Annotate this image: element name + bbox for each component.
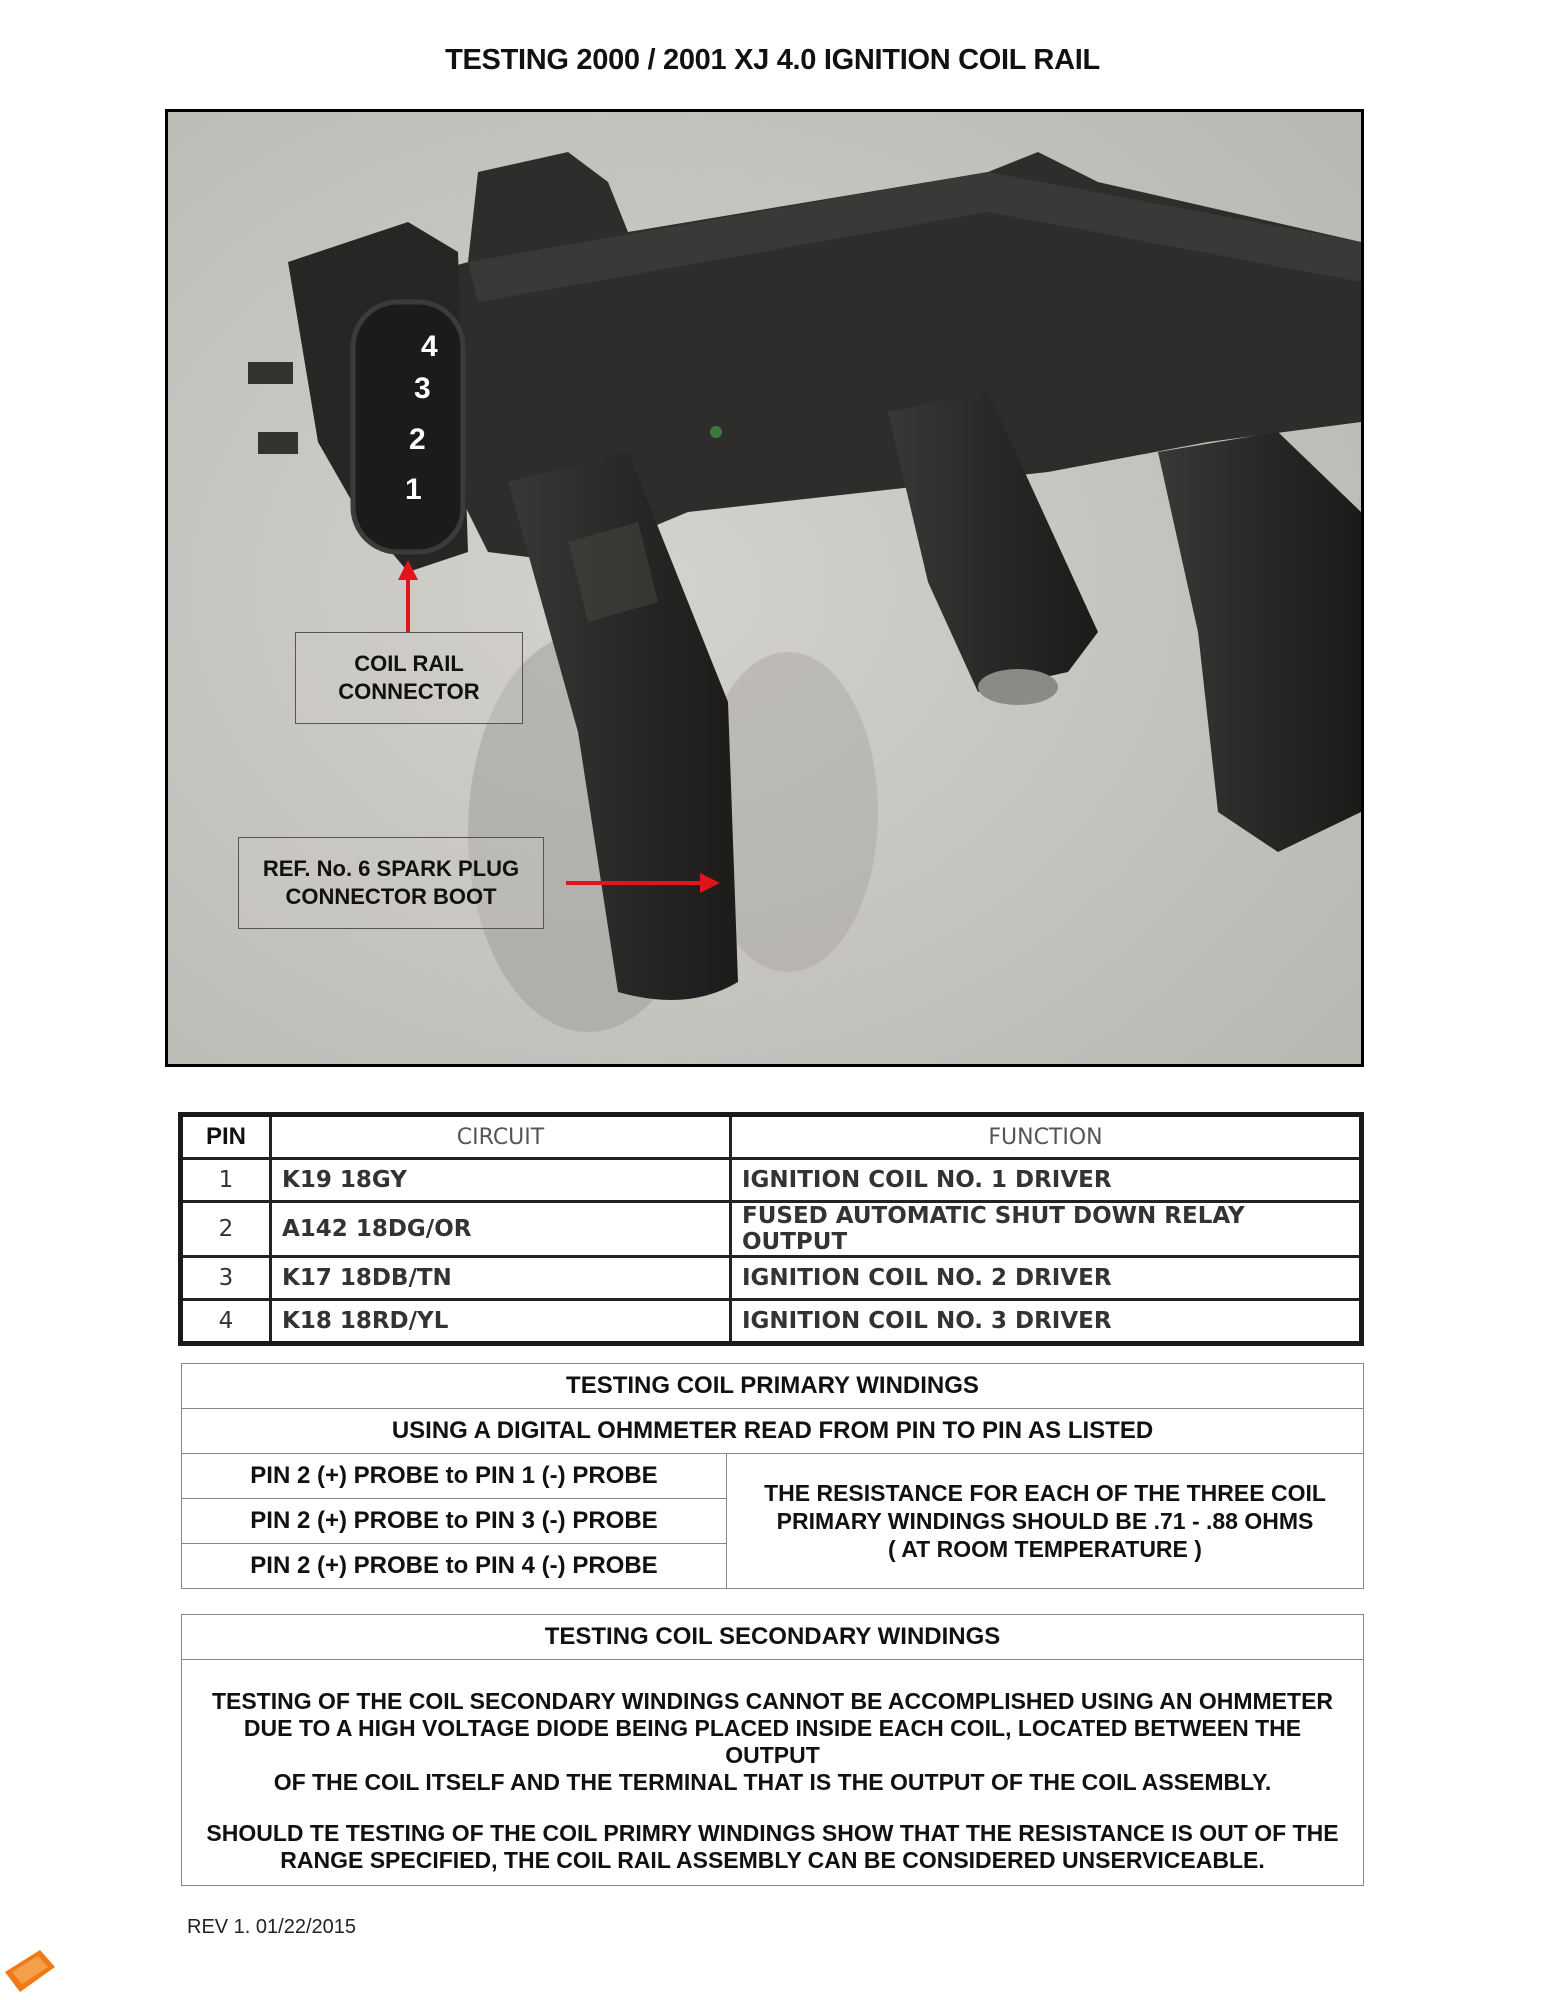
row-pin: 3 [181,1257,271,1300]
converter-watermark-icon [0,1942,60,1997]
header-circuit: CIRCUIT [271,1115,731,1159]
pin-circuit-table [178,1112,1364,1346]
probe-step: PIN 2 (+) PROBE to PIN 3 (-) PROBE [182,1499,727,1544]
table-row [181,1159,1362,1202]
primary-instruction: USING A DIGITAL OHMMETER READ FROM PIN TO PIN AS LISTED [182,1409,1364,1454]
probe-step: PIN 2 (+) PROBE to PIN 1 (-) PROBE [182,1454,727,1499]
row-circuit: K17 18DB/TN [271,1257,731,1300]
probe-step: PIN 2 (+) PROBE to PIN 4 (-) PROBE [182,1544,727,1589]
row-circuit: A142 18DG/OR [271,1202,731,1257]
table-row [181,1202,1362,1257]
pin-label-2: 2 [409,423,426,456]
row-function: IGNITION COIL NO. 3 DRIVER [731,1300,1362,1344]
revision-label: REV 1. 01/22/2015 [187,1916,357,1938]
row-circuit: K19 18GY [271,1159,731,1202]
primary-windings-table [181,1363,1364,1589]
row-function: IGNITION COIL NO. 2 DRIVER [731,1257,1362,1300]
row-function: IGNITION COIL NO. 1 DRIVER [731,1159,1362,1202]
page-title: TESTING 2000 / 2001 XJ 4.0 IGNITION COIL RAIL [445,44,1100,76]
secondary-windings-box [181,1614,1364,1886]
coil-rail-connector-callout: COIL RAIL CONNECTOR [295,632,523,724]
secondary-paragraph-1: TESTING OF THE COIL SECONDARY WINDINGS CANNOT BE ACCOMPLISHED USING AN OHMMETER DUE TO A HIGH VOLTAGE DIODE BEING PLACED INSIDE EACH COIL, LOCATED BETWEEN THE OUTPUT OF THE COIL ITSELF AND THE TERMINAL THAT IS THE OUTPUT OF THE COIL ASSEMBLY. [211,1688,1334,1795]
secondary-paragraph-2: SHOULD TE TESTING OF THE COIL PRIMRY WINDINGS SHOW THAT THE RESISTANCE IS OUT OF THE RANGE SPECIFIED, THE COIL RAIL ASSEMBLY CAN BE CONSIDERED UNSERVICEABLE. [206,1820,1339,1873]
spark-plug-boot-callout: REF. No. 6 SPARK PLUG CONNECTOR BOOT [238,837,544,929]
pin-label-3: 3 [414,372,431,405]
pin-label-4: 4 [421,330,438,363]
resistance-note: THE RESISTANCE FOR EACH OF THE THREE COIL PRIMARY WINDINGS SHOULD BE .71 - .88 OHMS ( AT ROOM TEMPERATURE ) [727,1454,1364,1589]
header-pin: PIN [181,1115,271,1159]
primary-heading: TESTING COIL PRIMARY WINDINGS [182,1364,1364,1409]
row-circuit: K18 18RD/YL [271,1300,731,1344]
coil-rail-photo [165,109,1364,1067]
header-function: FUNCTION [731,1115,1362,1159]
row-pin: 1 [181,1159,271,1202]
row-function: FUSED AUTOMATIC SHUT DOWN RELAY OUTPUT [731,1202,1362,1257]
row-pin: 2 [181,1202,271,1257]
row-pin: 4 [181,1300,271,1344]
table-row [181,1300,1362,1344]
secondary-heading: TESTING COIL SECONDARY WINDINGS [182,1615,1363,1660]
table-row [181,1257,1362,1300]
pin-label-1: 1 [405,473,422,506]
table-header-row [181,1115,1362,1159]
